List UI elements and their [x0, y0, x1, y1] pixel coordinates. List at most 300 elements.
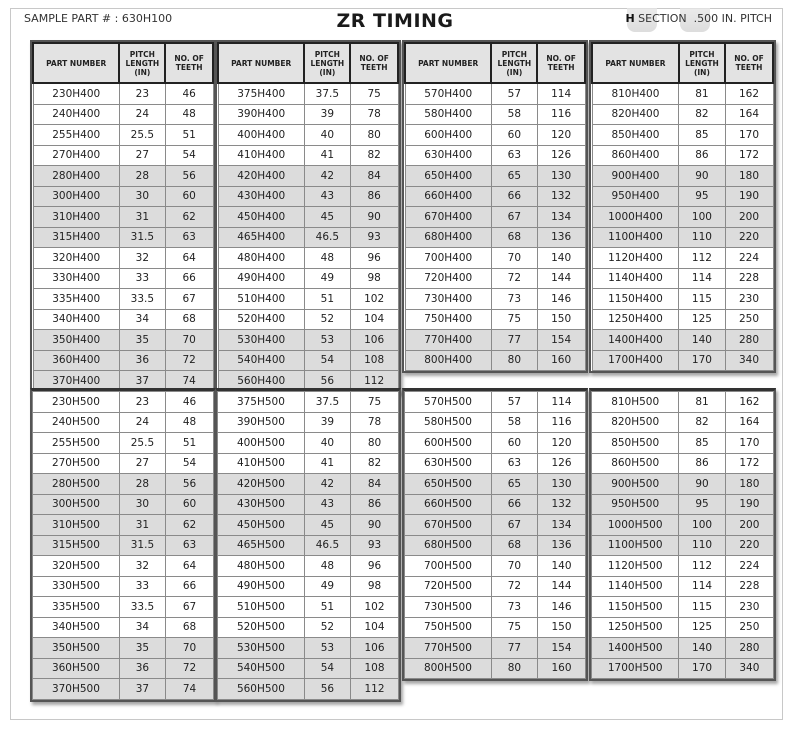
teeth-count-cell: 162: [725, 83, 773, 104]
pitch-length-cell: 32: [119, 248, 165, 269]
table-row: [218, 597, 399, 618]
teeth-count-cell: 340: [725, 658, 773, 679]
column-header-pitch: [119, 43, 165, 83]
table-row: [218, 248, 398, 269]
table-row: [33, 597, 214, 618]
column-header-text: TEETH: [360, 63, 388, 72]
column-header-text: TEETH: [175, 63, 203, 72]
table-row: [592, 104, 773, 125]
teeth-count-cell: 64: [166, 556, 214, 577]
parts-table: [404, 391, 586, 679]
teeth-count-cell: 80: [350, 125, 398, 146]
column-header-text: PART NUMBER: [605, 58, 666, 68]
teeth-count-cell: 70: [165, 330, 213, 351]
pitch-length-cell: 37: [119, 679, 165, 700]
parts-table: [32, 42, 214, 392]
parts-table: [217, 42, 399, 392]
pitch-length-cell: 90: [679, 474, 725, 495]
table-row: [405, 125, 585, 146]
pitch-length-cell: 68: [491, 227, 537, 248]
pitch-length-cell: 53: [304, 330, 350, 351]
table-row: [592, 535, 774, 556]
part-number-cell: 340H500: [33, 617, 120, 638]
part-number-cell: 720H500: [405, 576, 492, 597]
teeth-count-cell: 116: [538, 412, 586, 433]
column-header-text: (IN): [693, 67, 710, 77]
pitch-length-cell: 52: [304, 309, 350, 330]
parts-table: [404, 42, 586, 371]
pitch-length-cell: 23: [119, 83, 165, 104]
table-row: [405, 145, 585, 166]
table-row: [405, 515, 586, 536]
pitch-length-cell: 70: [491, 248, 537, 269]
teeth-count-cell: 90: [351, 515, 399, 536]
pitch-length-cell: 114: [679, 268, 725, 289]
pitch-length-cell: 112: [679, 556, 725, 577]
pitch-length-cell: 43: [304, 494, 350, 515]
table-row: [405, 207, 585, 228]
pitch-label: .500 IN. PITCH: [693, 12, 772, 25]
table-row: [33, 309, 213, 330]
part-number-cell: 465H500: [218, 535, 305, 556]
table-row: [592, 125, 773, 146]
table-row: [218, 350, 398, 371]
table-row: [405, 617, 586, 638]
table-row: [592, 309, 773, 330]
table-row: [592, 392, 774, 413]
part-number-cell: 850H500: [592, 433, 679, 454]
part-number-cell: 530H400: [218, 330, 304, 351]
teeth-count-cell: 120: [538, 433, 586, 454]
part-number-cell: 800H500: [405, 658, 492, 679]
tables-h500-table-3: [402, 388, 588, 681]
table-row: [33, 125, 213, 146]
table-row: [405, 433, 586, 454]
teeth-count-cell: 160: [538, 658, 586, 679]
table-row: [33, 207, 213, 228]
part-number-cell: 270H500: [33, 453, 120, 474]
teeth-count-cell: 134: [538, 515, 586, 536]
pitch-length-cell: 70: [491, 556, 537, 577]
pitch-length-cell: 60: [491, 125, 537, 146]
teeth-count-cell: 230: [725, 597, 773, 618]
teeth-count-cell: 98: [351, 576, 399, 597]
part-number-cell: 600H400: [405, 125, 491, 146]
table-row: [592, 556, 774, 577]
pitch-length-cell: 77: [491, 638, 537, 659]
part-number-cell: 300H400: [33, 186, 119, 207]
table-row: [218, 145, 398, 166]
table-row: [218, 556, 399, 577]
column-header-text: LENGTH: [685, 58, 719, 68]
teeth-count-cell: 114: [538, 392, 586, 413]
teeth-count-cell: 130: [537, 166, 585, 187]
table-row: [33, 638, 214, 659]
part-number-cell: 860H500: [592, 453, 679, 474]
part-number-cell: 230H500: [33, 392, 120, 413]
part-number-cell: 420H400: [218, 166, 304, 187]
pitch-length-cell: 75: [491, 617, 537, 638]
pitch-length-cell: 114: [679, 576, 725, 597]
teeth-count-cell: 48: [165, 104, 213, 125]
part-number-cell: 580H500: [405, 412, 492, 433]
teeth-count-cell: 93: [350, 227, 398, 248]
pitch-length-cell: 73: [491, 597, 537, 618]
column-header-text: NO. OF: [734, 54, 764, 63]
pitch-length-cell: 30: [119, 186, 165, 207]
column-header-text: LENGTH: [497, 58, 532, 68]
table-row: [405, 535, 586, 556]
part-number-cell: 810H500: [592, 392, 679, 413]
column-header-part: [33, 43, 119, 83]
teeth-count-cell: 56: [166, 474, 214, 495]
table-row: [218, 309, 398, 330]
table-row: [218, 125, 398, 146]
pitch-length-cell: 170: [679, 350, 725, 371]
table-row: [33, 104, 213, 125]
pitch-length-cell: 35: [119, 330, 165, 351]
table-row: [592, 248, 773, 269]
teeth-count-cell: 164: [725, 412, 773, 433]
pitch-length-cell: 60: [491, 433, 537, 454]
teeth-count-cell: 102: [351, 597, 399, 618]
table-row: [405, 289, 585, 310]
table-row: [218, 104, 398, 125]
teeth-count-cell: 68: [165, 309, 213, 330]
column-header-text: LENGTH: [310, 58, 345, 68]
teeth-count-cell: 172: [725, 145, 773, 166]
teeth-count-cell: 224: [725, 248, 773, 269]
table-row: [33, 330, 213, 351]
teeth-count-cell: 51: [166, 433, 214, 454]
table-row: [218, 515, 399, 536]
tables-h400-table-1: [30, 40, 216, 394]
parts-table: [591, 42, 774, 371]
teeth-count-cell: 150: [538, 617, 586, 638]
table-row: [592, 145, 773, 166]
pitch-length-cell: 43: [304, 186, 350, 207]
teeth-count-cell: 54: [166, 453, 214, 474]
pitch-length-cell: 36: [119, 658, 165, 679]
teeth-count-cell: 224: [725, 556, 773, 577]
teeth-count-cell: 250: [725, 309, 773, 330]
part-number-cell: 310H500: [33, 515, 120, 536]
pitch-length-cell: 75: [491, 309, 537, 330]
column-header-teeth: [350, 43, 398, 83]
teeth-count-cell: 120: [537, 125, 585, 146]
pitch-length-cell: 34: [119, 617, 165, 638]
pitch-length-cell: 51: [304, 289, 350, 310]
part-number-cell: 430H500: [218, 494, 305, 515]
teeth-count-cell: 154: [537, 330, 585, 351]
table-row: [592, 453, 774, 474]
part-number-cell: 530H500: [218, 638, 305, 659]
table-row: [592, 433, 774, 454]
pitch-length-cell: 115: [679, 597, 725, 618]
section-label: [625, 12, 772, 25]
part-number-cell: 1140H400: [592, 268, 679, 289]
part-number-cell: 350H500: [33, 638, 120, 659]
column-header-text: PITCH: [501, 49, 527, 59]
table-row: [218, 617, 399, 638]
part-number-cell: 540H400: [218, 350, 304, 371]
column-header-pitch: [304, 43, 350, 83]
table-row: [405, 576, 586, 597]
part-number-cell: 1120H400: [592, 248, 679, 269]
table-row: [592, 166, 773, 187]
table-row: [33, 186, 213, 207]
pitch-length-cell: 31.5: [119, 535, 165, 556]
table-row: [33, 248, 213, 269]
table-row: [592, 330, 773, 351]
tables-h500-table-4: [589, 388, 776, 681]
part-number-cell: 800H400: [405, 350, 491, 371]
table-row: [218, 392, 399, 413]
pitch-length-cell: 56: [304, 679, 350, 700]
teeth-count-cell: 66: [165, 268, 213, 289]
column-header-text: (IN): [506, 67, 523, 77]
teeth-count-cell: 162: [725, 392, 773, 413]
teeth-count-cell: 116: [537, 104, 585, 125]
parts-table: [32, 391, 214, 700]
pitch-length-cell: 53: [304, 638, 350, 659]
teeth-count-cell: 80: [351, 433, 399, 454]
pitch-length-cell: 100: [679, 207, 725, 228]
teeth-count-cell: 46: [166, 392, 214, 413]
column-header-text: LENGTH: [125, 58, 160, 68]
part-number-cell: 600H500: [405, 433, 492, 454]
pitch-length-cell: 82: [679, 412, 725, 433]
part-number-cell: 430H400: [218, 186, 304, 207]
part-number-cell: 680H500: [405, 535, 492, 556]
pitch-length-cell: 32: [119, 556, 165, 577]
sample-part-label: SAMPLE PART # : 630H100: [24, 12, 173, 25]
teeth-count-cell: 130: [538, 474, 586, 495]
part-number-cell: 255H400: [33, 125, 119, 146]
table-row: [592, 268, 773, 289]
table-row: [592, 638, 774, 659]
table-row: [33, 433, 214, 454]
pitch-length-cell: 42: [304, 166, 350, 187]
pitch-length-cell: 31.5: [119, 227, 165, 248]
table-row: [218, 330, 398, 351]
column-header-teeth: [537, 43, 585, 83]
pitch-length-cell: 95: [679, 494, 725, 515]
pitch-length-cell: 63: [491, 453, 537, 474]
part-number-cell: 670H500: [405, 515, 492, 536]
pitch-length-cell: 77: [491, 330, 537, 351]
column-header-pitch: [679, 43, 725, 83]
table-row: [405, 474, 586, 495]
teeth-count-cell: 75: [351, 392, 399, 413]
table-row: [592, 412, 774, 433]
part-number-cell: 360H500: [33, 658, 120, 679]
pitch-length-cell: 37.5: [304, 392, 350, 413]
section-letter: H: [625, 12, 635, 25]
column-header-text: (IN): [134, 67, 151, 77]
tables-h400-table-3: [402, 40, 588, 373]
tables-h400-table-2: [215, 40, 401, 394]
column-header-text: PITCH: [689, 49, 715, 59]
teeth-count-cell: 86: [350, 186, 398, 207]
tables-h500-table-2: [215, 388, 401, 702]
part-number-cell: 950H400: [592, 186, 679, 207]
pitch-length-cell: 58: [491, 412, 537, 433]
teeth-count-cell: 62: [165, 207, 213, 228]
table-row: [592, 83, 773, 104]
pitch-length-cell: 66: [491, 186, 537, 207]
teeth-count-cell: 170: [725, 125, 773, 146]
teeth-count-cell: 60: [165, 186, 213, 207]
table-row: [33, 576, 214, 597]
pitch-length-cell: 65: [491, 166, 537, 187]
part-number-cell: 390H400: [218, 104, 304, 125]
table-row: [33, 453, 214, 474]
part-number-cell: 370H400: [33, 371, 119, 392]
table-row: [218, 83, 398, 104]
pitch-length-cell: 140: [679, 330, 725, 351]
teeth-count-cell: 54: [165, 145, 213, 166]
teeth-count-cell: 340: [725, 350, 773, 371]
teeth-count-cell: 112: [350, 371, 398, 392]
part-number-cell: 400H500: [218, 433, 305, 454]
pitch-length-cell: 112: [679, 248, 725, 269]
part-number-cell: 730H400: [405, 289, 491, 310]
part-number-cell: 230H400: [33, 83, 119, 104]
table-row: [218, 268, 398, 289]
part-number-cell: 270H400: [33, 145, 119, 166]
teeth-count-cell: 66: [166, 576, 214, 597]
table-row: [592, 186, 773, 207]
table-row: [405, 330, 585, 351]
pitch-length-cell: 41: [304, 453, 350, 474]
part-number-cell: 350H400: [33, 330, 119, 351]
pitch-length-cell: 39: [304, 412, 350, 433]
part-number-cell: 465H400: [218, 227, 304, 248]
part-number-cell: 410H400: [218, 145, 304, 166]
part-number-cell: 860H400: [592, 145, 679, 166]
teeth-count-cell: 82: [350, 145, 398, 166]
part-number-cell: 700H500: [405, 556, 492, 577]
pitch-length-cell: 125: [679, 309, 725, 330]
column-header-text: PART NUMBER: [46, 58, 107, 68]
pitch-length-cell: 170: [679, 658, 725, 679]
part-number-cell: 720H400: [405, 268, 491, 289]
table-row: [405, 186, 585, 207]
pitch-length-cell: 28: [119, 474, 165, 495]
teeth-count-cell: 170: [725, 433, 773, 454]
teeth-count-cell: 280: [725, 638, 773, 659]
pitch-length-cell: 85: [679, 125, 725, 146]
teeth-count-cell: 160: [537, 350, 585, 371]
table-row: [405, 83, 585, 104]
part-number-cell: 280H400: [33, 166, 119, 187]
part-number-cell: 700H400: [405, 248, 491, 269]
pitch-length-cell: 34: [119, 309, 165, 330]
part-number-cell: 1400H400: [592, 330, 679, 351]
table-row: [33, 535, 214, 556]
teeth-count-cell: 68: [166, 617, 214, 638]
teeth-count-cell: 190: [725, 186, 773, 207]
table-row: [218, 576, 399, 597]
part-number-cell: 1400H500: [592, 638, 679, 659]
pitch-length-cell: 24: [119, 104, 165, 125]
teeth-count-cell: 136: [538, 535, 586, 556]
table-row: [218, 186, 398, 207]
teeth-count-cell: 220: [725, 227, 773, 248]
pitch-length-cell: 41: [304, 145, 350, 166]
part-number-cell: 255H500: [33, 433, 120, 454]
table-row: [592, 227, 773, 248]
table-row: [33, 515, 214, 536]
teeth-count-cell: 67: [165, 289, 213, 310]
pitch-length-cell: 95: [679, 186, 725, 207]
table-row: [218, 207, 398, 228]
part-number-cell: 300H500: [33, 494, 120, 515]
column-header-text: NO. OF: [546, 54, 576, 63]
teeth-count-cell: 62: [166, 515, 214, 536]
pitch-length-cell: 73: [491, 289, 537, 310]
table-row: [218, 433, 399, 454]
teeth-count-cell: 126: [538, 453, 586, 474]
table-row: [33, 83, 213, 104]
column-header-text: PART NUMBER: [231, 58, 292, 68]
part-number-cell: 900H400: [592, 166, 679, 187]
teeth-count-cell: 280: [725, 330, 773, 351]
teeth-count-cell: 106: [351, 638, 399, 659]
pitch-length-cell: 51: [304, 597, 350, 618]
teeth-count-cell: 60: [166, 494, 214, 515]
part-number-cell: 240H400: [33, 104, 119, 125]
column-header-text: (IN): [319, 67, 336, 77]
pitch-length-cell: 27: [119, 145, 165, 166]
pitch-length-cell: 33: [119, 268, 165, 289]
teeth-count-cell: 72: [165, 350, 213, 371]
table-row: [405, 453, 586, 474]
part-number-cell: 770H400: [405, 330, 491, 351]
part-number-cell: 810H400: [592, 83, 679, 104]
tables-h500-table-1: [30, 388, 216, 702]
teeth-count-cell: 48: [166, 412, 214, 433]
pitch-length-cell: 67: [491, 515, 537, 536]
part-number-cell: 1700H500: [592, 658, 679, 679]
pitch-length-cell: 54: [304, 658, 350, 679]
pitch-length-cell: 27: [119, 453, 165, 474]
teeth-count-cell: 82: [351, 453, 399, 474]
table-row: [405, 597, 586, 618]
pitch-length-cell: 85: [679, 433, 725, 454]
teeth-count-cell: 67: [166, 597, 214, 618]
pitch-length-cell: 80: [491, 658, 537, 679]
part-number-cell: 1120H500: [592, 556, 679, 577]
pitch-length-cell: 110: [679, 227, 725, 248]
pitch-length-cell: 86: [679, 145, 725, 166]
pitch-length-cell: 30: [119, 494, 165, 515]
column-header-text: PITCH: [129, 49, 155, 59]
pitch-length-cell: 82: [679, 104, 725, 125]
table-row: [405, 268, 585, 289]
teeth-count-cell: 78: [351, 412, 399, 433]
table-row: [592, 617, 774, 638]
pitch-length-cell: 31: [119, 515, 165, 536]
table-row: [218, 289, 398, 310]
pitch-length-cell: 36: [119, 350, 165, 371]
teeth-count-cell: 108: [350, 350, 398, 371]
table-row: [405, 658, 586, 679]
part-number-cell: 315H400: [33, 227, 119, 248]
table-row: [33, 268, 213, 289]
column-header-part: [405, 43, 491, 83]
